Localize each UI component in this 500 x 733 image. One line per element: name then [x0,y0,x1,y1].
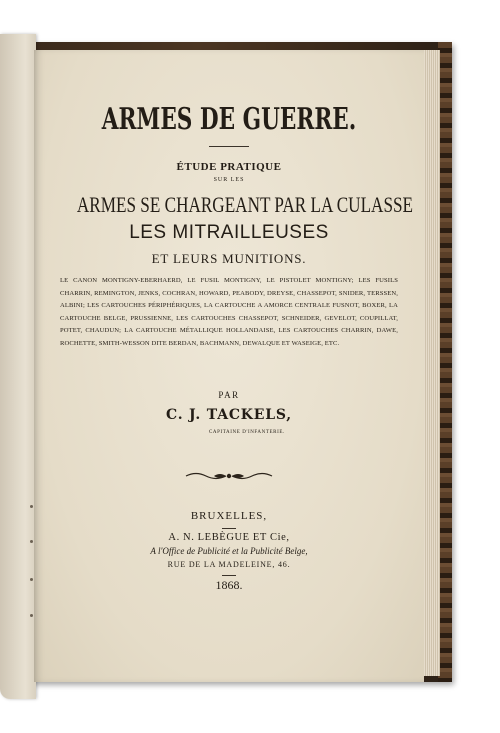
binding-stitch [30,505,33,508]
divider-rule [222,575,236,576]
binding-stitch [30,614,33,617]
subtitle: ÉTUDE PRATIQUE [176,161,282,173]
title-page [34,50,424,682]
publication-year: 1868. [215,578,243,592]
author-role: CAPITAINE D'INFANTERIE. [209,430,285,435]
author-name: C. J. TACKELS, [166,407,292,423]
city: BRUXELLES, [190,510,268,522]
book-title: ARMES DE GUERRE. [101,102,357,137]
heading-line-1: ARMES SE CHARGEANT PAR LA CULASSE [76,192,414,217]
heading-line-2: LES MITRAILLEUSES [129,222,329,243]
description-paragraph: LE CANON MONTIGNY-EBERHAERD, LE FUSIL MONTIGNY, LE PISTOLET MONTIGNY; LES FUSILS CHARRIN, REMINGTON, JENKS, COCHRAN, HOWARD, PEABODY, DREYSE, CHASSEPOT, SNIDER, TERSSEN, ALBINI; LES CARTOUCHES PÉRIPHÉRIQUES, LA CARTOUCHE A AMORCE CENTRALE FUSNOT, BOXER, LA CARTOUCHE BELGE, PRUSSIENNE, LES CARTOUCHES CHASSEPOT, SCHNEIDER, GEVELOT, COUPILLAT, POTET, CHAUDUN; LA CARTOUCHE MÉTALLIQUE HOLLANDAISE, LES CARTOUCHES CHARRIN, DAWE, ROCHETTE, SMITH-WESSON DITE BERDAN, BACHMANN, DEWALQUE ET WASEIGE, ETC. [60,277,398,347]
publisher-office: A l'Office de Publicité et la Publicité Belge, [150,546,308,556]
binding-stitch [30,578,33,581]
divider-rule [222,528,236,529]
subtitle-connector: SUR LES [213,177,245,183]
ornament-flourish-icon [184,470,274,482]
publisher-address: RUE DE LA MADELEINE, 46. [167,560,291,569]
binding-stitch [30,540,33,543]
title-page-content [34,50,424,682]
heading-line-3: ET LEURS MUNITIONS. [151,251,307,266]
front-cover-edge [0,34,36,699]
by-label: PAR [218,390,240,400]
publisher-name: A. N. LEBÈGUE ET Cie, [168,532,290,543]
divider-rule [209,146,249,147]
